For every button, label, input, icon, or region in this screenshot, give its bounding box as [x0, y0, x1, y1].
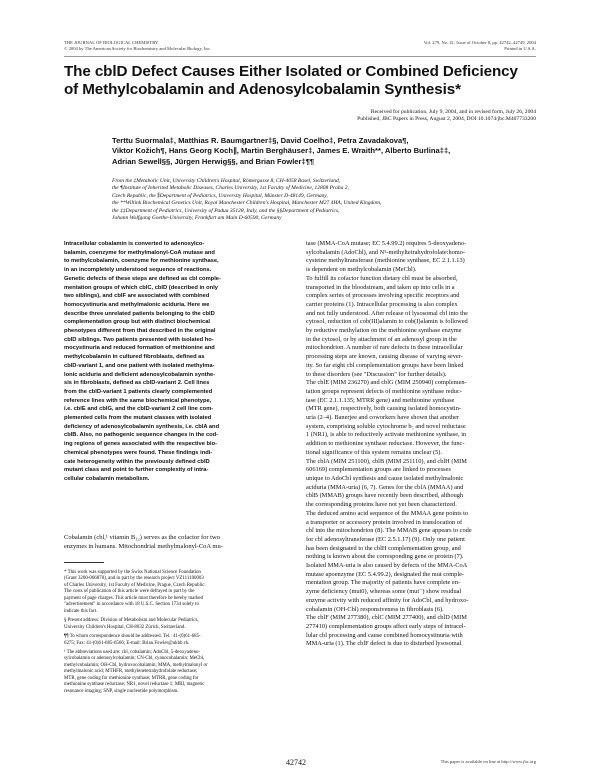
- body-line: The cblF (MIM 277380), cblC (MIM 277400), and cblD (MIM: [306, 614, 467, 622]
- volume-line: Vol. 279, No. 41, Issue of October 8, pp. 42742–42749, 2004: [423, 40, 536, 45]
- body-line: mutase apoenzyme (EC 5.4.99.2), designated the mut comple-: [306, 570, 465, 578]
- footnotes: [64, 570, 294, 695]
- body-line: the corresponding proteins have not yet been characterized.: [306, 501, 457, 509]
- abstract-line: cblD-variant 1, and one patient with isolated methylma-: [64, 362, 215, 369]
- intro-line: enzymes in humans. Mitochondrial methylmalonyl-CoA mu-: [64, 542, 223, 550]
- body-line: cytosol, reduction of cob(III)alamin to cob(I)alamin is followed: [306, 318, 468, 326]
- journal-line: © 2004 by The American Society for Biochemistry and Molecular Biology, Inc.: [64, 46, 211, 51]
- footnote-line: methionine synthase reductase; NR1, novel reductase 1; MRI, magnetic: [64, 682, 205, 688]
- body-line: mentation group. The majority of patients have complete en-: [306, 579, 461, 587]
- title-line: The cblD Defect Causes Either Isolated or Combined Deficiency: [64, 63, 518, 80]
- right-column-text: [306, 240, 536, 649]
- body-line: processing steps are known, causing disease of varying sever-: [306, 353, 463, 361]
- footnote-rule: [64, 562, 104, 563]
- body-line: sylcobalamin (AdoCbl), and N⁵-methyltetrahydrofolate:homo-: [306, 248, 466, 256]
- footnote-line: University Children's Hospital, CH-8032 Zürich, Switzerland.: [64, 624, 186, 630]
- body-line: The cblE (MIM 236270) and cblG (MIM 250940) complemen-: [306, 379, 467, 387]
- author-line: Terttu Suormala‡, Matthias R. Baumgartner‡§, David Coelho‡, Petra Zavadakova¶,: [112, 136, 409, 145]
- abstract-line: describe three unrelated patients belonging to the cblD: [64, 310, 215, 317]
- body-line: To fulfill its cofactor function dietary cbl must be absorbed,: [306, 274, 458, 282]
- abstract-line: chemical phenotypes were found. These findings indi-: [64, 449, 213, 456]
- footnote-line: sylcobalamin or adenosylcobalamin; CN-Cbl, cyanocobalamin; MeCbl,: [64, 656, 205, 662]
- abstract-line: sis in fibroblasts, defined as cblD-variant 2. Cell lines: [64, 380, 210, 387]
- footnote-line: of Charles University, 1st Faculty of Medicine, Prague, Czech Republic.: [64, 582, 206, 588]
- body-line: a transporter or accessory protein involved in translocation of: [306, 518, 463, 526]
- header-rule: [64, 56, 536, 57]
- body-line: Isolated MMA-uria is also caused by defects of the MMA-CoA: [306, 562, 468, 570]
- affiliation-line: the ‡‡Department of Pediatrics, University of Padua 35128, Italy, and the §§Department of Pediatrics,: [112, 207, 340, 214]
- journal-header: [64, 40, 211, 52]
- body-line: is dependent on methylcobalamin (MeCbl).: [306, 266, 417, 274]
- footnote-line: The costs of publication of this article were defrayed in part by the: [64, 589, 195, 595]
- abstract-line: balamin, coenzyme for methylmalonyl-CoA mutase and: [64, 249, 215, 256]
- abstract-line: methylcobalamin in cultured fibroblasts, defined as: [64, 354, 205, 361]
- abstract-line: plemented cells from the mutant classes with isolated: [64, 415, 212, 422]
- body-line: MMA-uria (1). The cblF defect is due to disturbed lysosomal: [306, 640, 462, 648]
- body-line: tation groups represent defects of methionine synthase reduc-: [306, 387, 462, 395]
- abstract-line: cblB. Also, no pathogenic sequence changes in the cod-: [64, 432, 219, 439]
- abstract-line: cblD siblings. Two patients presented with isolated ho-: [64, 336, 214, 343]
- abstract-line: to methylcobalamin, coenzyme for methionine synthase,: [64, 258, 219, 265]
- footnote-line: methylmalonic acid; MTHFR, methylenetetrahydrofolate reductase;: [64, 669, 198, 675]
- abstract-line: i.e. cblE and cblG, and the cblD-variant 2 cell line com-: [64, 406, 214, 413]
- abstract-line: homocystinuria and methylmalonic aciduria. Here we: [64, 301, 210, 308]
- body-line: in the cytosol, or by attachment of an adenosyl group in the: [306, 335, 457, 343]
- body-line: 606169) complementation groups are linked to processes: [306, 466, 451, 474]
- footnote-line: indicate this fact.: [64, 608, 98, 614]
- body-line: The cblA (MIM 251100), cblB (MIM 251110), and cblH (MIM: [306, 457, 467, 465]
- body-line: transported in the bloodstream, and taken up into cells in a: [306, 283, 455, 291]
- body-paragraph: [306, 240, 536, 275]
- body-line: aciduria (MMA-uria) (6, 7). Genes for the cblA (MMAA) and: [306, 483, 464, 491]
- body-line: to these disorders (see "Discussion" for further details).: [306, 370, 447, 378]
- body-line: (MTR gene), respectively, both causing isolated homocystin-: [306, 405, 461, 413]
- abstract-line: phenotypes different from that described in the original: [64, 328, 216, 335]
- abstract-line: Genetic defects of these steps are defined as cbl comple-: [64, 275, 221, 282]
- journal-line: THE JOURNAL OF BIOLOGICAL CHEMISTRY: [64, 40, 159, 45]
- footnote-line: (Grant 3200-066878), and in part by the research project VZ111100003: [64, 576, 204, 582]
- body-line: cysteine methyltransferase (methionine synthase, EC 2.1.1.13): [306, 257, 465, 265]
- footnote-line: 6275; Fax: 41-(0)61-685-6566; E-mail: Brian.Fowler@ukbb.ch.: [64, 640, 190, 646]
- title-line: of Methylcobalamin and Adenosylcobalamin Synthesis*: [64, 81, 461, 98]
- author-line: Adrian Sewell§§, Jürgen Herwig§§, and Brian Fowler‡¶¶: [112, 156, 315, 166]
- body-line: system, comprising soluble cytochrome b₅ and novel reductase: [306, 422, 466, 430]
- received-line: Received for publication, July 9, 2004, and in revised form, July 26, 2004: [370, 109, 536, 115]
- body-line: The deduced amino acid sequence of the MMAA gene points to: [306, 509, 469, 517]
- author-list: [112, 136, 542, 167]
- body-line: 1 (NR1), is able to reductively activate methionine synthase, in: [306, 431, 467, 439]
- body-line: cbl into the mitochondrion (8). The MMAB gene appears to code: [306, 527, 472, 535]
- footnote-line: § Present address: Division of Metabolism and Molecular Pediatrics,: [64, 618, 199, 624]
- abstract-line: cellular cobalamin metabolism.: [64, 475, 150, 482]
- body-line: has been designated to the cblH complementation group, and: [306, 544, 461, 552]
- intro-line: Cobalamin (cbl,¹ vitamin B₁₂) serves as the cofactor for two: [64, 534, 220, 541]
- footnote-line: MTR, gene coding for methionine synthase; MTRR, gene coding for: [64, 675, 199, 681]
- body-paragraph: [306, 275, 536, 379]
- affiliation-line: the **Willink Biochemical Genetics Unit, Royal Manchester Children's Hospital, Manchester M27 4HA, United Kingdom,: [112, 200, 382, 207]
- body-line: tional significance of this system remains unclear (5).: [306, 448, 442, 456]
- body-line: by reductive methylation on the methionine synthase enzyme: [306, 327, 462, 335]
- body-paragraph: [306, 614, 536, 649]
- body-line: mitochondrion. A number of rare defects in these intracellular: [306, 344, 463, 352]
- footnote-line: "advertisement" in accordance with 18 U.S.C. Section 1734 solely to: [64, 602, 199, 608]
- abstract-line: reference lines with the same biochemical phenotype,: [64, 397, 212, 404]
- body-line: tase (EC 2.1.1.135; MTRR gene) and methionine synthase: [306, 396, 455, 404]
- body-line: nothing is known about the corresponding gene or protein (7).: [306, 553, 464, 561]
- volume-line: Printed in U.S.A.: [504, 46, 536, 51]
- body-line: carrier proteins (1). Intracellular processing is also complex: [306, 300, 458, 308]
- footnote-line: ¹ The abbreviations used are: cbl, cobalamin; AdoCbl, 5-deoxyadeno-: [64, 649, 201, 655]
- body-paragraph: [306, 458, 536, 615]
- body-line: ity. So far eight cbl complementation groups have been linked: [306, 361, 464, 369]
- volume-header: [424, 40, 536, 52]
- body-line: complex series of processes involving specific receptors and: [306, 292, 460, 300]
- body-line: lular cbl processing and cause combined homocystinuria with: [306, 631, 463, 639]
- body-line: and not fully understood. After release of lysosomal cbl into the: [306, 309, 468, 317]
- received-info: [357, 109, 536, 124]
- footnote-line: methylcobalamin; OH-Cbl, hydroxocobalamin; MMA, methylmalonyl or: [64, 662, 208, 668]
- abstract-line: from the cblD-variant 1 patients clearly complemented: [64, 388, 213, 395]
- author-line: Viktor Kožich¶, Hans Georg Koch∥, Martin Berghäuser‡, James E. Wraith**, Alberto Burlina‡‡,: [112, 146, 451, 156]
- abstract-line: two siblings), and cblF are associated with combined: [64, 293, 210, 300]
- abstract-line: complementation group but with distinct biochemical: [64, 319, 210, 326]
- abstract-line: Intracellular cobalamin is converted to adenosylco-: [64, 241, 205, 247]
- abstract-line: lonic aciduria and deficient adenosylcobalamin synthe-: [64, 371, 216, 378]
- abstract-line: mentation groups of which cblC, cblD (described in only: [64, 284, 218, 291]
- abstract-line: in an incompletely understood sequence of reactions.: [64, 267, 212, 274]
- abstract: [64, 240, 294, 484]
- body-line: uria (2–4). Banerjee and coworkers have shown that another: [306, 414, 460, 422]
- body-line: cobalamin (OH-Cbl) responsiveness in fibroblasts (6).: [306, 605, 444, 613]
- body-line: tase (MMA-CoA mutase; EC 5.4.99.2) requires 5-deoxyadeno-: [306, 240, 467, 247]
- body-line: 277410) complementation groups affect early steps of intracel-: [306, 622, 466, 630]
- body-line: zyme deficiency (mut0), whereas some (mut⁻) show residual: [306, 588, 462, 596]
- affiliations: [112, 178, 542, 222]
- page-number: 42742: [286, 758, 306, 767]
- abstract-line: mutant class and point to further complexity of intra-: [64, 467, 209, 474]
- footnote-line: resonance imaging; SNP, single nucleotide polymorphism.: [64, 688, 179, 694]
- body-line: enzyme activity with reduced affinity for AdoCbl, and hydroxo-: [306, 596, 469, 604]
- abstract-line: mocystinuria and reduced formation of methionine and: [64, 345, 215, 352]
- introduction-start: [64, 534, 294, 552]
- body-line: for cbl adenosyltransferase (EC 2.5.1.17) (9). Only one patient: [306, 535, 465, 543]
- abstract-line: cate heterogeneity within the previously defined cblD: [64, 458, 210, 465]
- body-line: unique to AdoCbl synthesis and cause isolated methylmalonic: [306, 474, 464, 482]
- body-line: cblB (MMAB) groups have recently been described, although: [306, 492, 464, 500]
- body-paragraph: [306, 379, 536, 457]
- body-line: addition to methionine synthase reductase. However, the func-: [306, 440, 465, 448]
- article-title: [64, 63, 544, 99]
- affiliation-line: Czech Republic, the ∥Department of Pediatrics, University Hospital, Münster D-48149, Germany,: [112, 192, 328, 199]
- affiliation-line: From the ‡Metabolic Unit, University Children's Hospital, Römergasse 8, CH-4058 Basel, Switzerland,: [112, 178, 341, 184]
- footnote-line: ¶¶ To whom correspondence should be addressed. Tel.: 41-(0)61-685-: [64, 634, 201, 640]
- abstract-line: deficiency of adenosylcobalamin synthesis, i.e. cblA and: [64, 423, 220, 430]
- footer-note: This paper is available on line at http://www.jbc.org: [440, 759, 536, 764]
- affiliation-line: Johann Wolfgang Goethe-University, Frankfurt am Main D-60590, Germany: [112, 215, 282, 222]
- abstract-line: ing regions of genes associated with the respective bio-: [64, 441, 218, 448]
- footnote-line: * This work was supported by the Swiss National Science Foundation: [64, 570, 201, 575]
- received-line: Published, JBC Papers in Press, August 2, 2004, DOI 10.1074/jbc.M407733200: [357, 116, 536, 123]
- footnote-line: payment of page charges. This article must therefore be hereby marked: [64, 595, 204, 601]
- affiliation-line: the ¶Institute of Inherited Metabolic Diseases, Charles University, 1st Faculty of Medicine, 12808 Praha 2,: [112, 185, 349, 192]
